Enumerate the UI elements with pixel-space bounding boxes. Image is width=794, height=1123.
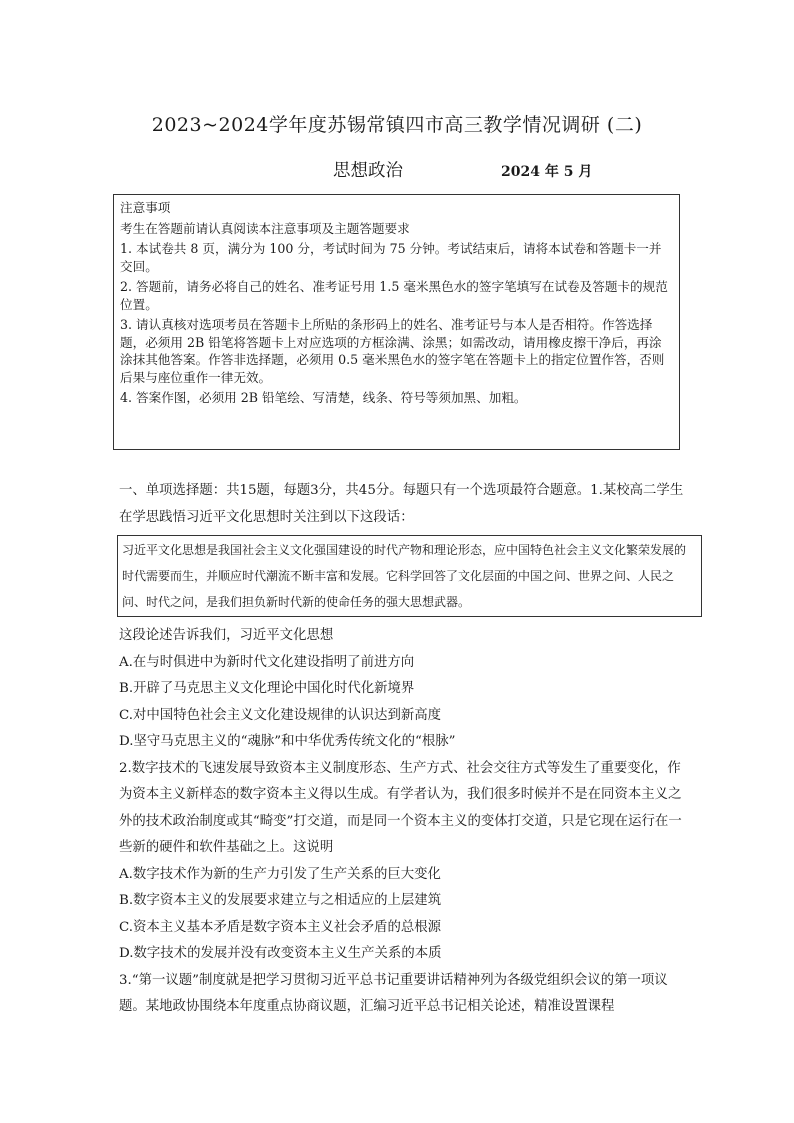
notice-item: 1. 本试卷共 8 页，满分为 100 分，考试时间为 75 分钟。考试结束后，请将本试卷和答题卡一并交回。 — [120, 241, 662, 274]
q2-option-b: B.数字资本主义的发展要求建立与之相适应的上层建筑 — [119, 893, 442, 908]
notice-heading: 注意事项 — [120, 200, 171, 215]
q1-option-a: A.在与时俱进中为新时代文化建设指明了前进方向 — [119, 654, 415, 670]
q2-stem: 2.数字技术的飞速发展导致资本主义制度形态、生产方式、社会交往方式等发生了重要变化，作为资本主义新样态的数字资本主义得以生成。有学者认为，我们很多时候并不是在同资本主义之外的技术政治制度或其“畸变”打交道，而是同一个资本主义的变体打交道，只是它现在运行在一些新的硬件和软件基础之上。这说明 — [119, 760, 682, 855]
notice-box — [113, 194, 680, 450]
notice-item: 2. 答题前，请务必将自己的姓名、准考证号用 1.5 毫米黑色水的签字笔填写在试卷及答题卡的规范位置。 — [120, 279, 668, 312]
notice-item: 4. 答案作图，必须用 2B 铅笔绘、写清楚，线条、符号等须加黑、加粗。 — [120, 390, 527, 405]
section-intro: 一、单项选择题：共15题，每题3分，共45分。每题只有一个选项最符合题意。1.某校高二学生在学思践悟习近平文化思想时关注到以下这段话： — [119, 483, 684, 525]
q1-option-b: B.开辟了马克思主义文化理论中国化时代化新境界 — [119, 681, 415, 696]
exam-title: 2023~2024学年度苏锡常镇四市高三教学情况调研 (二) — [151, 114, 643, 136]
subject-name: 思想政治 — [333, 161, 403, 181]
q2-option-a: A.数字技术作为新的生产力引发了生产关系的巨大变化 — [119, 866, 441, 882]
exam-subtitle — [333, 157, 592, 182]
q1-option-c: C.对中国特色社会主义文化建设规律的认识达到新高度 — [119, 707, 442, 723]
q2-option-d: D.数字技术的发展并没有改变资本主义生产关系的本质 — [119, 946, 442, 961]
q1-stem: 这段论述告诉我们，习近平文化思想 — [119, 628, 334, 643]
question-section — [119, 478, 685, 1021]
exam-date: 2024 年 5 月 — [501, 164, 593, 180]
quote-box: 习近平文化思想是我国社会主义文化强国建设的时代产物和理论形态，应中国特色社会主义文化繁荣发展的时代需要而生，并顺应时代潮流不断丰富和发展。它科学回答了文化层面的中国之问、世界之问、人民之问、时代之问，是我们担负新时代新的使命任务的强大思想武器。 — [117, 535, 702, 617]
q1-option-d: D.坚守马克思主义的“魂脉”和中华优秀传统文化的“根脉” — [119, 734, 456, 749]
notice-item: 3. 请认真核对选项考员在答题卡上所贴的条形码上的姓名、准考证号与本人是否相符。作答选择题，必须用 2B 铅笔将答题卡上对应选项的方框涂满、涂黑；如需改动，请用橡皮擦干净后，再涂涂抹其他答案。作答非选择题，必须用 0.5 毫米黑色水的签字笔在答题卡上的指定位置作答，否则后果与座位重作一律无效。 — [120, 317, 665, 385]
q2-option-c: C.资本主义基本矛盾是数字资本主义社会矛盾的总根源 — [119, 919, 442, 935]
q3-stem: 3.“第一议题”制度就是把学习贯彻习近平总书记重要讲话精神列为各级党组织会议的第一项议题。某地政协围绕本年度重点协商议题，汇编习近平总书记相关论述，精准设置课程 — [119, 972, 668, 1014]
notice-intro: 考生在答题前请认真阅读本注意事项及主题答题要求 — [120, 220, 410, 236]
